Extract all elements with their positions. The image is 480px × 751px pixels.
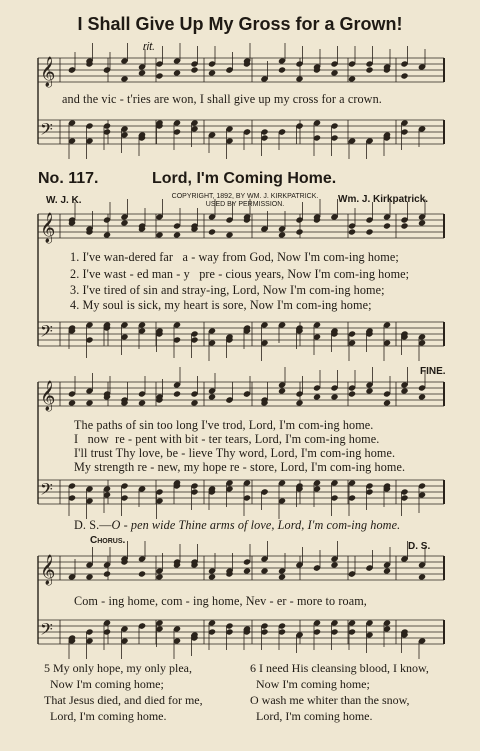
ds-lyric: O - pen wide Thine arms of love, Lord, I'm com-ing home. <box>111 518 401 532</box>
note-head <box>85 573 93 580</box>
note-head <box>295 228 303 235</box>
note-head <box>190 66 198 73</box>
note-head <box>330 393 338 400</box>
note-head <box>383 567 391 574</box>
note-head <box>400 387 408 394</box>
note-head <box>348 228 356 235</box>
verse-line: My strength re - new, my hope re - store, Lord, I'm com-ing home. <box>74 460 406 474</box>
clef-symbol: 𝄢 <box>40 619 53 643</box>
verse-line: The paths of sin too long I've trod, Lord, I'm com-ing home. <box>74 418 374 432</box>
note-head <box>418 393 426 400</box>
verse-line: 4. My soul is sick, my heart is sore, Now I'm com-ing home; <box>70 298 372 312</box>
rit-marking: rit. <box>143 41 156 53</box>
note-head <box>155 573 163 580</box>
verse-line: I'll trust Thy love, be - lieve Thy word, Lord, I'm com-ing home. <box>74 446 396 460</box>
note-head <box>138 399 146 406</box>
note-head <box>208 573 216 580</box>
verse-5: 5 My only hope, my only plea, Now I'm coming home; That Jesus died, and died for me, Lord, I'm coming home. <box>44 661 203 723</box>
note-head <box>278 387 286 394</box>
ds-prefix: D. S.— <box>74 518 112 532</box>
note-head <box>365 66 373 73</box>
note-head <box>278 66 286 73</box>
note-head <box>295 75 303 82</box>
note-head <box>278 573 286 580</box>
hymn-title: Lord, I'm Coming Home. <box>152 170 337 187</box>
note-head <box>313 393 321 400</box>
note-head <box>138 69 146 76</box>
copyright <box>160 193 330 209</box>
author-initials: W. J. K. <box>46 195 82 206</box>
note-head <box>173 231 181 238</box>
chorus-lyric: Com - ing home, com - ing home, Nev - er - more to roam, <box>74 594 367 608</box>
clef-symbol: 𝄞 <box>40 57 56 87</box>
note-head <box>418 219 426 226</box>
top-hymn-lyric: and the vic - t'ries are won, I shall give up my cross for a crown. <box>62 92 382 106</box>
note-head <box>278 231 286 238</box>
clef-symbol: 𝄢 <box>40 479 53 503</box>
clef-symbol: 𝄞 <box>40 555 56 585</box>
note-head <box>330 69 338 76</box>
clef-symbol: 𝄢 <box>40 119 53 143</box>
note-head <box>103 231 111 238</box>
note-head <box>365 387 373 394</box>
verse-line: 2. I've wast - ed man - y pre - cious years, Now I'm com-ing home; <box>70 267 410 281</box>
verse-6: 6 I need His cleansing blood, I know, Now I'm coming home; O wash me whiter than the snow, Lord, I'm coming home. <box>250 661 429 723</box>
note-head <box>103 570 111 577</box>
verse-line: 1. I've wan-dered far a - way from God, Now I'm com-ing home; <box>70 250 399 264</box>
fine-label: FINE. <box>420 366 446 377</box>
note-head <box>400 72 408 79</box>
ds-line <box>74 518 474 533</box>
chorus-label: Chorus. <box>90 535 126 546</box>
note-head <box>208 228 216 235</box>
note-head <box>348 75 356 82</box>
note-head <box>85 399 93 406</box>
note-head <box>400 222 408 229</box>
note-head <box>295 399 303 406</box>
note-head <box>190 399 198 406</box>
clef-symbol: 𝄞 <box>40 381 56 411</box>
note-head <box>155 72 163 79</box>
note-head <box>173 390 181 397</box>
composer-name: Wm. J. Kirkpatrick. <box>338 194 429 205</box>
top-hymn-title: I Shall Give Up My Gross for a Grown! <box>77 14 403 34</box>
note-head <box>418 573 426 580</box>
note-head <box>155 231 163 238</box>
note-head <box>365 228 373 235</box>
note-head <box>383 222 391 229</box>
note-head <box>330 561 338 568</box>
note-head <box>120 75 128 82</box>
note-head <box>243 567 251 574</box>
verse-line: I now re - pent with bit - ter tears, Lord, I'm com-ing home. <box>74 432 380 446</box>
note-head <box>260 567 268 574</box>
note-head <box>173 69 181 76</box>
copyright-line-1: COPYRIGHT, 1892, BY WM. J. KIRKPATRICK. <box>171 193 319 200</box>
note-head <box>383 399 391 406</box>
hymn-number: No. 117. <box>38 170 99 187</box>
verse-line: 3. I've tired of sin and stray-ing, Lord, Now I'm com-ing home; <box>70 283 385 297</box>
clef-symbol: 𝄞 <box>40 213 56 243</box>
note-head <box>120 219 128 226</box>
note-head <box>138 570 146 577</box>
ds-label: D. S. <box>408 541 431 552</box>
clef-symbol: 𝄢 <box>40 321 53 345</box>
note-head <box>208 69 216 76</box>
copyright-line-2: USED BY PERMISSION. <box>205 201 285 208</box>
note-head <box>348 390 356 397</box>
note-head <box>68 399 76 406</box>
note-head <box>208 393 216 400</box>
note-head <box>225 231 233 238</box>
